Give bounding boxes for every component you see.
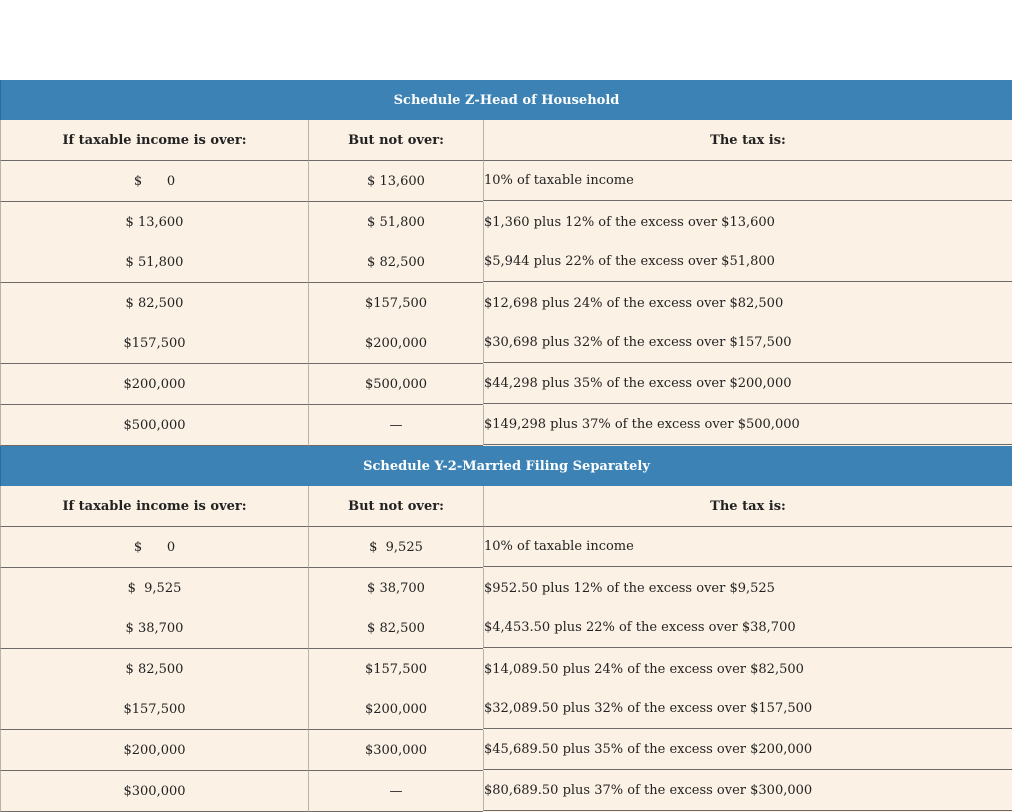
tax-text: $1,360 plus 12% of the excess over $13,600 [484, 214, 775, 230]
tax-text: $45,689.50 plus 35% of the excess over $200,000 [484, 742, 813, 757]
column-header-row [0, 120, 1012, 161]
cell-not-over: $200,000 [308, 689, 483, 730]
cell-tax [483, 527, 1012, 567]
table-row [0, 364, 1012, 405]
header-income-over: If taxable income is over: [0, 486, 308, 527]
table-row [0, 730, 1012, 771]
tax-text: $149,298 plus 37% of the excess over $500,000 [484, 417, 800, 432]
table-row [0, 242, 1012, 283]
cell-not-over: $500,000 [308, 364, 483, 405]
table-row [0, 527, 1012, 568]
cell-income-over: $ 13,600 [0, 202, 308, 242]
header-tax: The tax is: [483, 486, 1012, 527]
cell-income-over: $ 0 [0, 161, 308, 202]
table-row [0, 608, 1012, 649]
tax-text: 10% of taxable income [484, 539, 634, 554]
cell-tax [483, 730, 1012, 770]
header-not-over: But not over: [308, 486, 483, 527]
header-not-over: But not over: [308, 120, 483, 161]
tax-text: $4,453.50 plus 22% of the excess over $38,700 [484, 620, 796, 635]
cell-tax [483, 689, 1012, 729]
tax-text: $12,698 plus 24% of the excess over $82,500 [484, 295, 784, 311]
table-row [0, 568, 1012, 608]
cell-tax [483, 771, 1012, 811]
cell-income-over: $200,000 [0, 730, 308, 771]
header-income-over: If taxable income is over: [0, 120, 308, 161]
tax-text: $32,089.50 plus 32% of the excess over $157,500 [484, 701, 813, 716]
cell-not-over: $ 51,800 [308, 202, 483, 242]
tax-text: $14,089.50 plus 24% of the excess over $82,500 [484, 661, 804, 677]
header-tax: The tax is: [483, 120, 1012, 161]
tax-text: $30,698 plus 32% of the excess over $157,500 [484, 335, 792, 350]
cell-tax [483, 242, 1012, 282]
tax-text: $5,944 plus 22% of the excess over $51,800 [484, 254, 775, 269]
cell-not-over: — [308, 771, 483, 812]
tax-text: 10% of taxable income [484, 173, 634, 188]
cell-income-over: $ 82,500 [0, 649, 308, 689]
cell-not-over: $ 9,525 [308, 527, 483, 568]
cell-not-over: — [308, 405, 483, 446]
table-row [0, 202, 1012, 242]
cell-not-over: $300,000 [308, 730, 483, 771]
cell-income-over: $ 51,800 [0, 242, 308, 283]
cell-income-over: $ 82,500 [0, 283, 308, 323]
cell-income-over: $500,000 [0, 405, 308, 446]
cell-tax [483, 364, 1012, 404]
cell-income-over: $ 38,700 [0, 608, 308, 649]
table-row [0, 323, 1012, 364]
cell-income-over: $157,500 [0, 689, 308, 730]
cell-income-over: $ 0 [0, 527, 308, 568]
table-row [0, 283, 1012, 323]
tax-text: $44,298 plus 35% of the excess over $200,000 [484, 376, 792, 391]
cell-not-over: $ 38,700 [308, 568, 483, 608]
table-row [0, 649, 1012, 689]
cell-not-over: $157,500 [308, 283, 483, 323]
cell-tax [483, 649, 1012, 689]
tax-text: $80,689.50 plus 37% of the excess over $300,000 [484, 783, 813, 798]
cell-not-over: $157,500 [308, 649, 483, 689]
cell-tax [483, 202, 1012, 242]
table-row [0, 771, 1012, 812]
table-row [0, 689, 1012, 730]
table-row [0, 405, 1012, 446]
tax-schedules [0, 80, 1012, 812]
cell-income-over: $157,500 [0, 323, 308, 364]
cell-tax [483, 568, 1012, 608]
cell-income-over: $200,000 [0, 364, 308, 405]
tax-text: $952.50 plus 12% of the excess over $9,525 [484, 580, 775, 596]
cell-tax [483, 608, 1012, 648]
schedule-title: Schedule Y-2-Married Filing Separately [0, 446, 1012, 486]
column-header-row [0, 486, 1012, 527]
cell-not-over: $ 82,500 [308, 608, 483, 649]
cell-income-over: $300,000 [0, 771, 308, 812]
cell-tax [483, 323, 1012, 363]
cell-income-over: $ 9,525 [0, 568, 308, 608]
cell-tax [483, 405, 1012, 445]
schedule-title: Schedule Z-Head of Household [0, 80, 1012, 120]
cell-tax [483, 283, 1012, 323]
cell-not-over: $ 13,600 [308, 161, 483, 202]
cell-not-over: $ 82,500 [308, 242, 483, 283]
cell-tax [483, 161, 1012, 201]
table-row [0, 161, 1012, 202]
cell-not-over: $200,000 [308, 323, 483, 364]
